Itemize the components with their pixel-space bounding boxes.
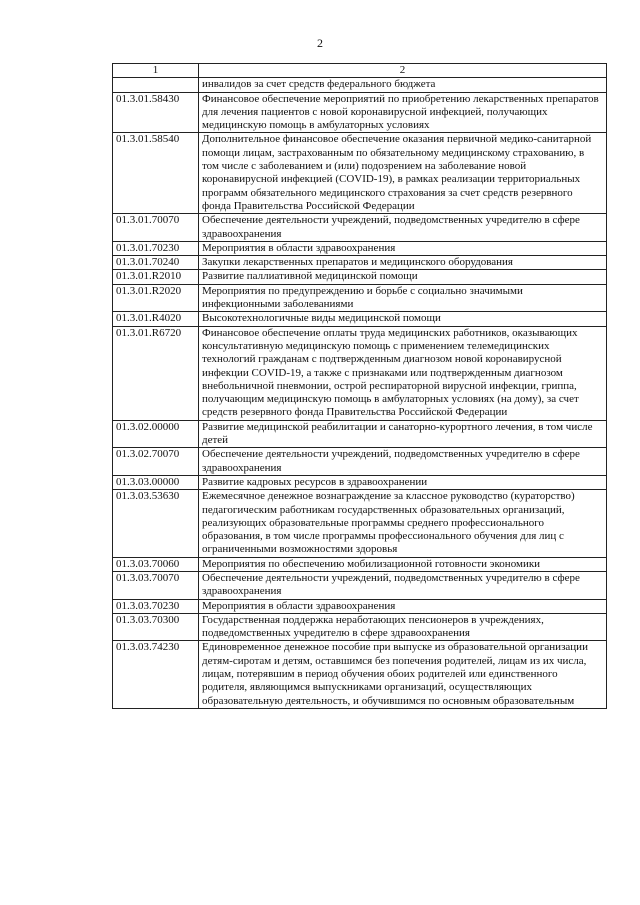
table-row [113,241,607,255]
row-description: Ежемесячное денежное вознаграждение за классное руководство (кураторство) педагогическим работникам государственных образовательных организаций, реализующих образовательные программы среднего профессионального образования, в том числе программы профессионального обучения для лиц с ограниченными возможностями здоровья [199,490,607,557]
table-row [113,448,607,476]
row-code [113,78,199,92]
row-code: 01.3.03.70300 [113,613,199,641]
table-row [113,641,607,708]
row-code: 01.3.01.70070 [113,214,199,242]
row-code: 01.3.02.70070 [113,448,199,476]
row-code: 01.3.02.00000 [113,420,199,448]
row-code: 01.3.01.58540 [113,133,199,214]
row-description: Обеспечение деятельности учреждений, подведомственных учредителю в сфере здравоохранения [199,214,607,242]
row-description: Обеспечение деятельности учреждений, подведомственных учредителю в сфере здравоохранения [199,448,607,476]
row-description: Высокотехнологичные виды медицинской помощи [199,312,607,326]
row-description: Обеспечение деятельности учреждений, подведомственных учредителю в сфере здравоохранения [199,571,607,599]
table-row [113,571,607,599]
table-row [113,92,607,133]
table-row [113,78,607,92]
table-row [113,256,607,270]
row-code: 01.3.03.00000 [113,475,199,489]
column-header-description: 2 [199,64,607,78]
row-code: 01.3.01.R6720 [113,326,199,420]
table-row [113,490,607,557]
page-number: 2 [317,36,323,50]
row-code: 01.3.01.R2010 [113,270,199,284]
row-code: 01.3.03.70230 [113,599,199,613]
row-description: Мероприятия в области здравоохранения [199,241,607,255]
row-description: Мероприятия по обеспечению мобилизационной готовности экономики [199,557,607,571]
table-row [113,475,607,489]
table-row [113,326,607,420]
table-row [113,214,607,242]
row-description: Единовременное денежное пособие при выпуске из образовательной организации детям-сиротам и детям, оставшимся без попечения родителей, лицам из их числа, лицам, потерявшим в период обучения обоих родителей или единственного родителя, являющимся выпускниками организаций, осуществляющих образовательную деятельность, и обучившимся по основным образовательным [199,641,607,708]
row-description: Государственная поддержка неработающих пенсионеров в учреждениях, подведомственных учредителю в сфере здравоохранения [199,613,607,641]
table-row [113,270,607,284]
row-description: Развитие медицинской реабилитации и санаторно-курортного лечения, в том числе детей [199,420,607,448]
table-row [113,599,607,613]
row-code: 01.3.01.58430 [113,92,199,133]
row-code: 01.3.01.70240 [113,256,199,270]
table-row [113,557,607,571]
table-row [113,613,607,641]
table-row [113,133,607,214]
row-description: Мероприятия в области здравоохранения [199,599,607,613]
row-description: Закупки лекарственных препаратов и медицинского оборудования [199,256,607,270]
row-description: инвалидов за счет средств федерального бюджета [199,78,607,92]
row-description: Дополнительное финансовое обеспечение оказания первичной медико-санитарной помощи лицам, застрахованным по обязательному медицинскому страхованию, в том числе с заболеванием и (или) подозрением на заболевание новой коронавирусной инфекцией (COVID-19), в рамках реализации территориальных программ обязательного медицинского страхования за счет средств резервного фонда Правительства Российской Федерации [199,133,607,214]
row-description: Финансовое обеспечение мероприятий по приобретению лекарственных препаратов для лечения пациентов с новой коронавирусной инфекцией, получающих медицинскую помощь в амбулаторных условиях [199,92,607,133]
row-code: 01.3.03.53630 [113,490,199,557]
row-code: 01.3.01.R2020 [113,284,199,312]
table-row [113,284,607,312]
table-row [113,420,607,448]
row-code: 01.3.03.70060 [113,557,199,571]
budget-codes-table [112,63,607,709]
row-description: Развитие паллиативной медицинской помощи [199,270,607,284]
row-code: 01.3.03.70070 [113,571,199,599]
row-code: 01.3.03.74230 [113,641,199,708]
table-row [113,312,607,326]
row-description: Финансовое обеспечение оплаты труда медицинских работников, оказывающих консультативную медицинскую помощь с применением телемедицинских технологий гражданам с подтвержденным диагнозом новой коронавирусной инфекции COVID-19, а также с признаками или подтвержденным диагнозом внебольничной пневмонии, острой респираторной вирусной инфекции, гриппа, получающим медицинскую помощь в амбулаторных условиях (на дому), за счет средств резервного фонда Правительства Российской Федерации [199,326,607,420]
row-code: 01.3.01.R4020 [113,312,199,326]
row-description: Развитие кадровых ресурсов в здравоохранении [199,475,607,489]
table-header-row [113,64,607,78]
row-description: Мероприятия по предупреждению и борьбе с социально значимыми инфекционными заболеваниями [199,284,607,312]
row-code: 01.3.01.70230 [113,241,199,255]
column-header-code: 1 [113,64,199,78]
